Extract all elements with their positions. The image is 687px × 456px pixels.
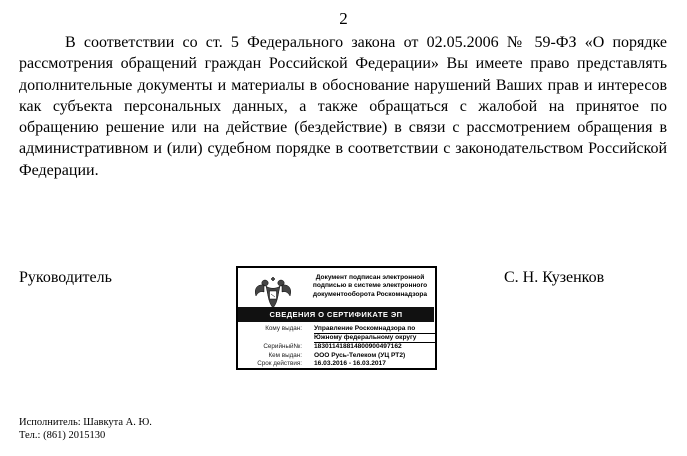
phone-line: Тел.: (861) 2015130 [19, 430, 106, 441]
stamp-value-validity: 16.03.2016 - 16.03.2017 [314, 360, 386, 367]
stamp-label-serial: Серийный№: [263, 343, 302, 350]
stamp-label-issuer: Кем выдан: [268, 352, 302, 359]
executor-line: Исполнитель: Шавкута А. Ю. [19, 417, 152, 428]
signer-role: Руководитель [19, 269, 112, 286]
stamp-value-serial: 183011418814800900497162 [314, 343, 402, 350]
signer-name: С. Н. Кузенков [504, 269, 605, 286]
footer-contact [19, 416, 152, 442]
page-number: 2 [339, 9, 348, 28]
stamp-value-issued-to: Управление Роскомнадзора по [314, 325, 436, 334]
stamp-header: СВЕДЕНИЯ О СЕРТИФИКАТЕ ЭП [238, 307, 434, 322]
electronic-signature-stamp [236, 266, 437, 370]
stamp-value-issued-to-2: Южному федеральному округу [314, 334, 436, 343]
stamp-label-issued-to: Кому выдан: [265, 325, 302, 332]
stamp-caption: Документ подписан электронной подписью в системе электронного документооборота Роскомнадзора [312, 274, 428, 298]
stamp-label-validity: Срок действия: [257, 360, 302, 367]
body-paragraph: В соответствии со ст. 5 Федерального закона от 02.05.2006 № 59-ФЗ «О порядке рассмотрения обращений граждан Российской Федерации» Вы имеете право представлять дополнительные документы и материалы в обоснование нарушений Ваших прав и интересов как субъекта персональных данных, а также обращаться с жалобой на принятое по обращению решение или на действие (бездействие) в связи с рассмотрением обращения в административном и (или) судебном порядке в соответствии с законодательством Российской Федерации. [19, 34, 667, 179]
stamp-value-issuer: ООО Русь-Телеком (УЦ РТ2) [314, 352, 406, 359]
